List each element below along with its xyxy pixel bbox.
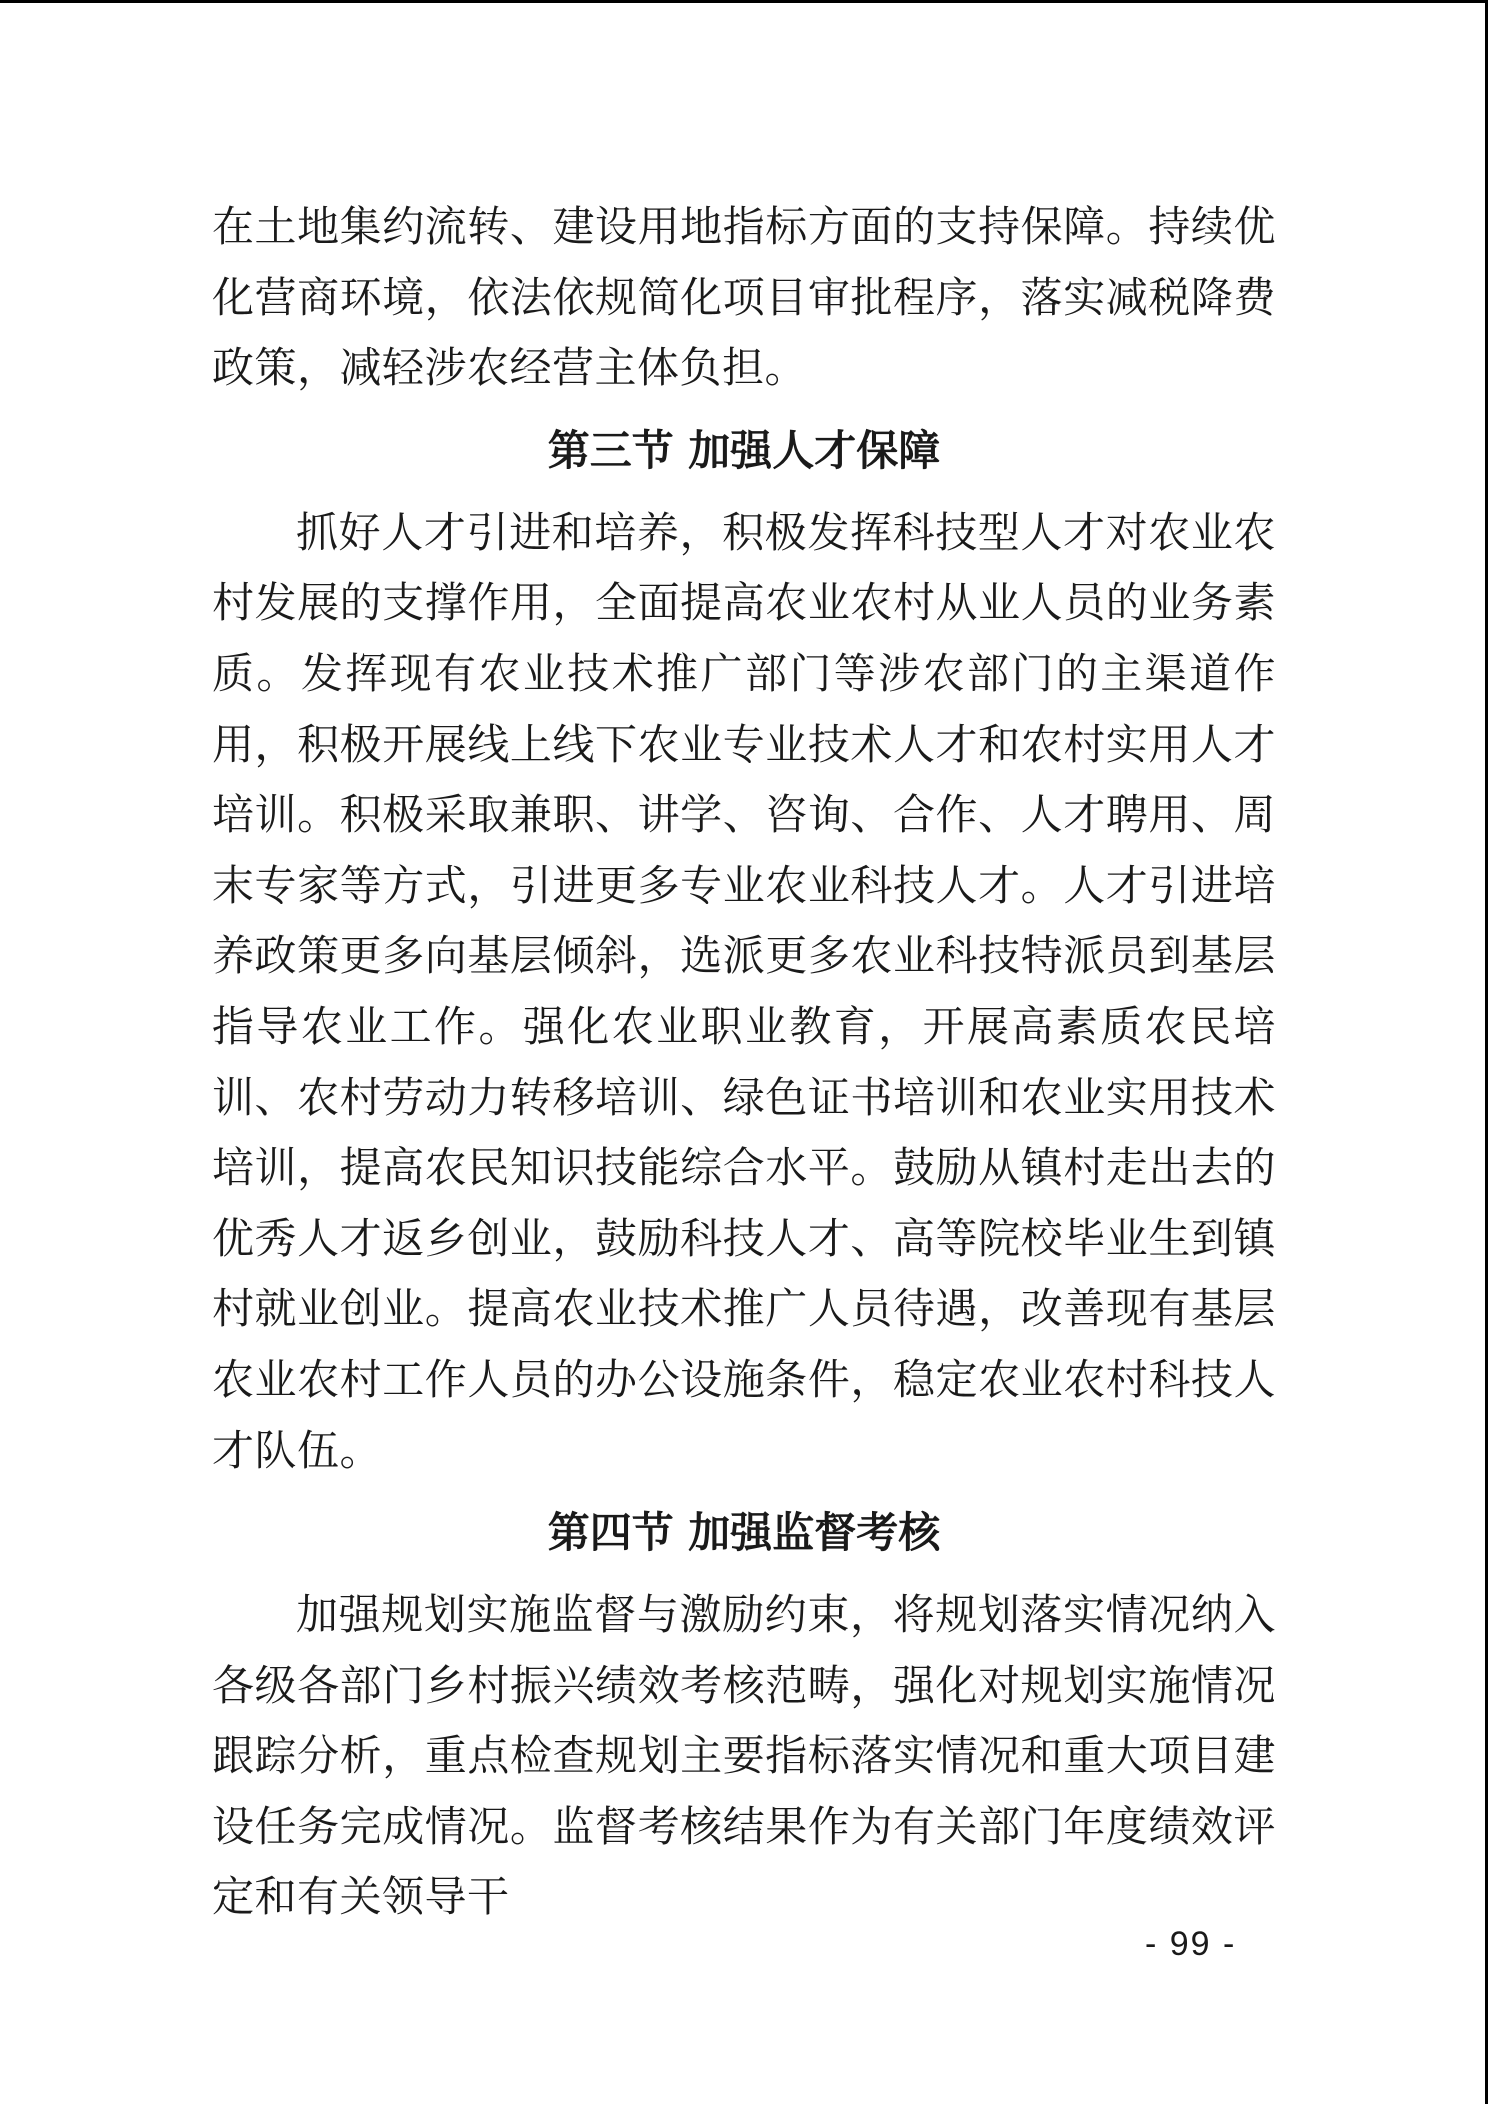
page-number: - 99 -	[1145, 1925, 1237, 1963]
paragraph-talent: 抓好人才引进和培养，积极发挥科技型人才对农业农村发展的支撑作用，全面提高农业农村从业人员的业务素质。发挥现有农业技术推广部门等涉农部门的主渠道作用，积极开展线上线下农业专业技术人才和农村实用人才培训。积极采取兼职、讲学、咨询、合作、人才聘用、周末专家等方式，引进更多专业农业科技人才。人才引进培养政策更多向基层倾斜，选派更多农业科技特派员到基层指导农业工作。强化农业职业教育，开展高素质农民培训、农村劳动力转移培训、绿色证书培训和农业实用技术培训，提高农民知识技能综合水平。鼓励从镇村走出去的优秀人才返乡创业，鼓励科技人才、高等院校毕业生到镇村就业创业。提高农业技术推广人员待遇，改善现有基层农业农村工作人员的办公设施条件，稳定农业农村科技人才队伍。	[212, 507, 1276, 1475]
paragraph-continued: 在土地集约流转、建设用地指标方面的支持保障。持续优化营商环境，依法依规简化项目审批程序，落实减税降费政策，减轻涉农经营主体负担。	[212, 202, 1276, 393]
paragraph-supervision: 加强规划实施监督与激励约束，将规划落实情况纳入各级各部门乡村振兴绩效考核范畴，强化对规划实施情况跟踪分析，重点检查规划主要指标落实情况和重大项目建设任务完成情况。监督考核结果作为有关部门年度绩效评定和有关领导干	[212, 1590, 1276, 1922]
top-border	[0, 0, 1488, 3]
document-body	[212, 192, 1276, 1933]
section-heading-talent: 第三节 加强人才保障	[547, 425, 941, 475]
section-heading-supervision: 第四节 加强监督考核	[547, 1508, 941, 1558]
